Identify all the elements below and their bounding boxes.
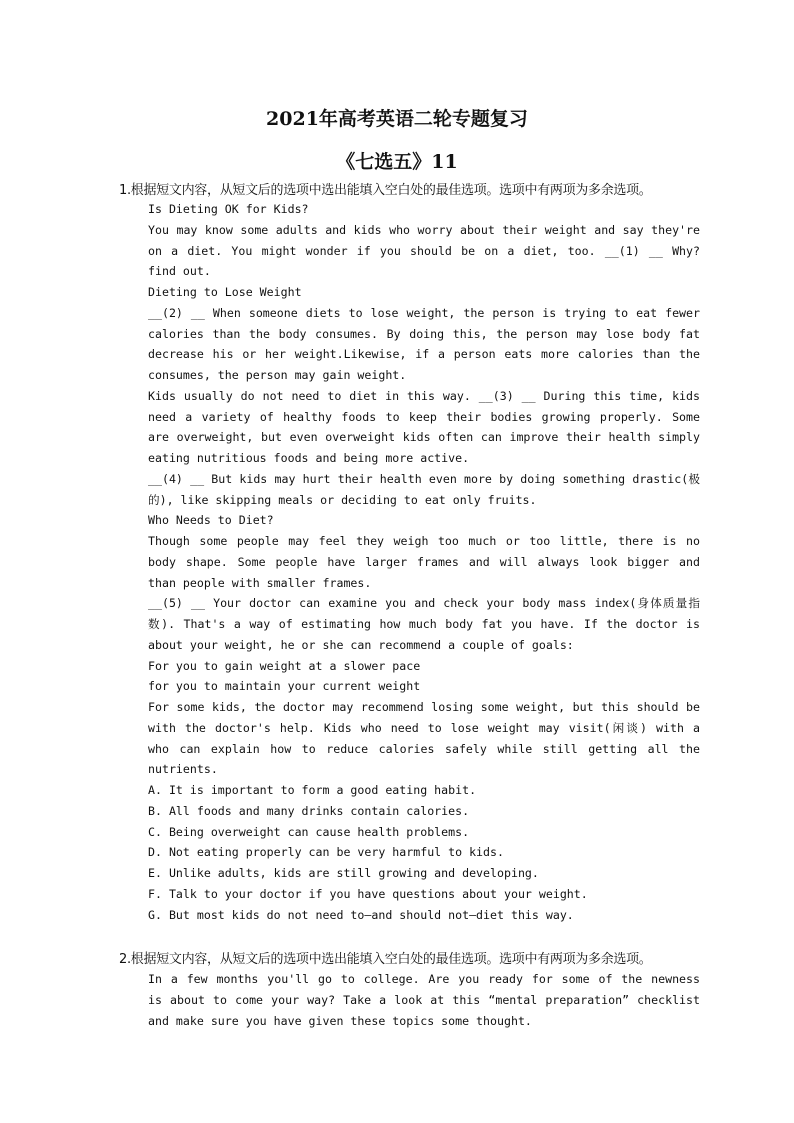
- question-1-passage: [148, 199, 700, 925]
- passage-line: __(4) __ But kids may hurt their health even more by doing something drastic(极: [148, 471, 700, 486]
- option-a: A. It is important to form a good eating habit.: [148, 783, 477, 797]
- question-2-passage: [148, 969, 700, 1031]
- passage-line: nutrients.: [148, 762, 218, 777]
- passage-line: Though some people may feel they weigh too much or too little, there is no: [148, 534, 700, 548]
- document-subtitle: 《七选五》11: [336, 151, 458, 173]
- question-2-instruction: 2.根据短文内容，从短文后的选项中选出能填入空白处的最佳选项。选项中有两项为多余选项。: [119, 952, 652, 967]
- option-b: B. All foods and many drinks contain calories.: [148, 803, 470, 818]
- passage-line: You may know some adults and kids who worry about their weight and say they're: [148, 222, 700, 237]
- passage-line: consumes, the person may gain weight.: [148, 368, 407, 382]
- passage-line: are overweight, but even overweight kids often can improve their health simply: [148, 430, 700, 445]
- passage-line: on a diet. You might wonder if you should be on a diet, too. __(1) __ Why?: [148, 243, 700, 258]
- passage-heading: Who Needs to Diet?: [148, 513, 274, 528]
- passage-line: __(5) __ Your doctor can examine you and check your body mass index(身体质量指: [148, 596, 700, 611]
- passage-line: body shape. Some people have larger frames and will always look bigger and: [148, 554, 700, 569]
- passage-line: with the doctor's help. Kids who need to lose weight may visit(闲谈) with a: [148, 720, 700, 735]
- question-1-instruction: 1.根据短文内容，从短文后的选项中选出能填入空白处的最佳选项。选项中有两项为多余选项。: [119, 183, 652, 198]
- passage-line: find out.: [148, 264, 211, 279]
- passage-line: is about to come your way? Take a look at this “mental preparation” checklist: [148, 992, 700, 1007]
- passage-line: For some kids, the doctor may recommend losing some weight, but this should be: [148, 700, 700, 714]
- passage-line: and make sure you have given these topics some thought.: [148, 1013, 532, 1028]
- option-c: C. Being overweight can cause health problems.: [148, 824, 470, 839]
- option-g: G. But most kids do not need to—and should not—diet this way.: [148, 907, 574, 922]
- option-e: E. Unlike adults, kids are still growing and developing.: [148, 866, 539, 880]
- passage-line: 的), like skipping meals or deciding to eat only fruits.: [148, 492, 537, 507]
- document-title: 2021年高考英语二轮专题复习: [266, 108, 528, 130]
- passage-line: about your weight, he or she can recommend a couple of goals:: [148, 637, 574, 652]
- option-f: F. Talk to your doctor if you have questions about your weight.: [148, 886, 588, 901]
- passage-line: who can explain how to reduce calories safely while still getting all the: [148, 741, 700, 756]
- passage-line: In a few months you'll go to college. Are you ready for some of the newness: [148, 972, 700, 986]
- passage-line: __(2) __ When someone diets to lose weight, the person is trying to eat fewer: [148, 305, 700, 320]
- passage-line: for you to maintain your current weight: [148, 679, 421, 694]
- option-d: D. Not eating properly can be very harmful to kids.: [148, 845, 504, 860]
- passage-line: eating nutritious foods and being more active.: [148, 451, 470, 465]
- passage-line: 数). That's a way of estimating how much body fat you have. If the doctor is: [148, 617, 700, 631]
- passage-line: than people with smaller frames.: [148, 575, 372, 590]
- passage-line: For you to gain weight at a slower pace: [148, 658, 421, 673]
- passage-heading: Dieting to Lose Weight: [148, 285, 302, 299]
- passage-line: Kids usually do not need to diet in this way. __(3) __ During this time, kids: [148, 388, 700, 403]
- passage-line: calories than the body consumes. By doing this, the person may lose body fat: [148, 326, 700, 341]
- passage-line: decrease his or her weight.Likewise, if a person eats more calories than the: [148, 347, 700, 362]
- passage-heading: Is Dieting OK for Kids?: [148, 202, 309, 216]
- passage-line: need a variety of healthy foods to keep their bodies growing properly. Some: [148, 409, 700, 424]
